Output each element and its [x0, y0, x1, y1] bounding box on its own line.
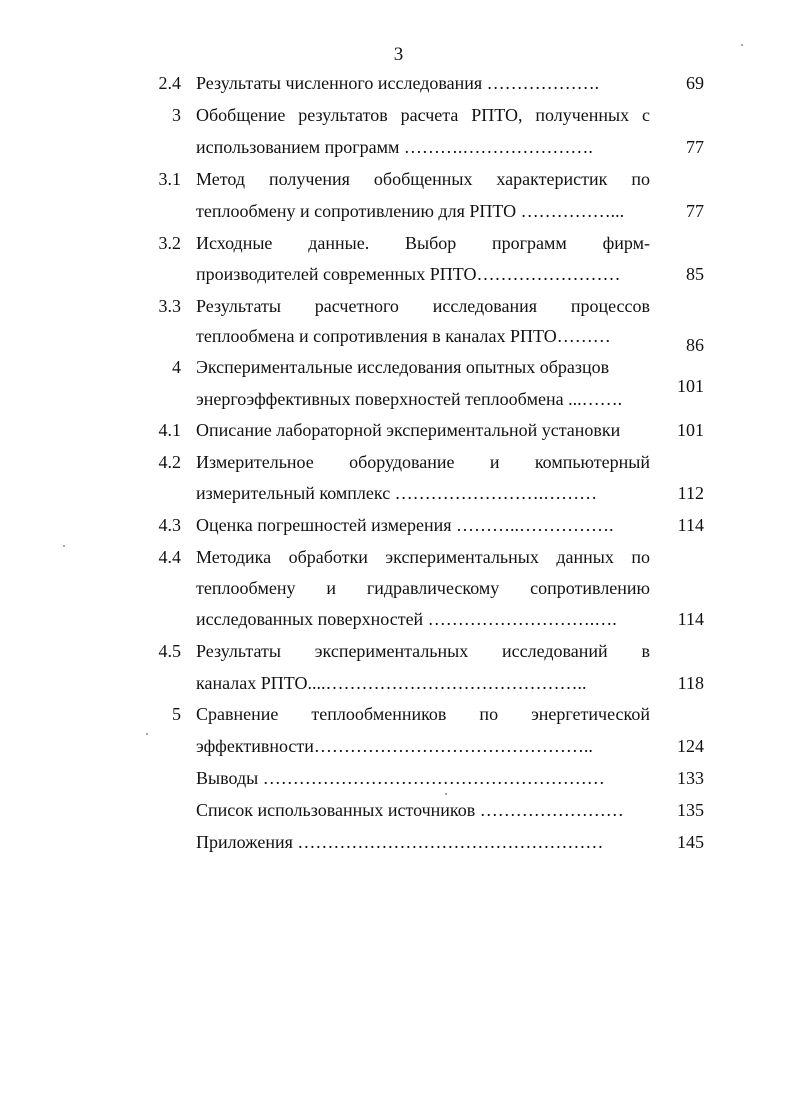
toc-entry-title: Приложения ……………………………………………: [196, 832, 604, 852]
toc-entry-title-cont: эффективности………………………………………..: [196, 736, 593, 756]
toc-entry-4-5-cont: [0, 667, 797, 699]
toc-entry-title-cont: измерительный комплекс …………………….………: [196, 483, 598, 503]
toc-entry-title: Метод получения обобщенных характеристик по: [196, 169, 650, 189]
scan-speck: [741, 44, 743, 46]
toc-entry-conclusions: [0, 762, 797, 794]
toc-entry-title: Методика обработки экспериментальных данных по: [196, 547, 650, 567]
toc-entry-5: [0, 698, 797, 730]
toc-entry-page: 124: [677, 736, 704, 756]
toc-entry-title-cont: использованием программ ……….………………….: [196, 137, 593, 157]
scan-speck: [146, 733, 148, 735]
toc-entry-title: Обобщение результатов расчета РПТО, полученных с: [196, 105, 650, 125]
toc-entry-page: 112: [677, 483, 704, 503]
toc-entry-4-4-cont-2: [0, 603, 797, 635]
toc-entry-title-cont: производителей современных РПТО……………………: [196, 264, 621, 284]
toc-entry-page: 135: [677, 800, 704, 820]
toc-entry-4-cont: [0, 383, 797, 415]
toc-entry-page: 101: [677, 376, 704, 396]
toc-entry-title: Результаты численного исследования ……………….: [196, 73, 600, 93]
toc-entry-3-1: [0, 163, 797, 195]
toc-entry-title: Выводы …………………………………………………: [196, 768, 605, 788]
toc-entry-3-2: [0, 227, 797, 259]
toc-entry-number: 3.1: [158, 169, 181, 189]
toc-entry-4-4: [0, 541, 797, 573]
toc-entry-title: Исходные данные. Выбор программ фирм-: [196, 233, 650, 253]
toc-entry-page: 86: [686, 335, 704, 355]
toc-entry-4-1: [0, 414, 797, 446]
toc-entry-number: 4.5: [158, 641, 181, 661]
toc-entry-number: 5: [172, 704, 181, 724]
toc-entry-4-4-cont-1: [0, 572, 797, 604]
toc-entry-title-cont: теплообмена и сопротивления в каналах РПТО………: [196, 326, 611, 346]
toc-entry-page: 85: [686, 264, 704, 284]
scan-speck: [63, 545, 65, 547]
scan-speck: [445, 793, 447, 795]
toc-entry-3-2-cont: [0, 258, 797, 290]
toc-entry-title: Список использованных источников ……………………: [196, 800, 624, 820]
toc-entry-page: 69: [686, 73, 704, 93]
toc-entry-4-2-cont: [0, 477, 797, 509]
toc-entry-number: 4.3: [158, 515, 181, 535]
toc-entry-title: Сравнение теплообменников по энергетической: [196, 704, 650, 724]
toc-entry-page: 145: [677, 832, 704, 852]
toc-entry-5-cont: [0, 730, 797, 762]
toc-entry-3-cont: [0, 131, 797, 163]
toc-entry-number: 3.3: [158, 296, 181, 316]
toc-entry-title: Измерительное оборудование и компьютерный: [196, 452, 650, 472]
toc-entry-3: [0, 99, 797, 131]
toc-entry-title: Результаты расчетного исследования процессов: [196, 296, 650, 316]
toc-entry-page: 118: [677, 673, 704, 693]
toc-entry-number: 4.2: [158, 452, 181, 472]
toc-entry-page: 114: [677, 609, 704, 629]
toc-entry-title: Результаты экспериментальных исследований в: [196, 641, 650, 661]
toc-entry-title-cont: каналах РПТО....……………………………………..: [196, 673, 587, 693]
toc-entry-page: 77: [686, 201, 704, 221]
page-number: 3: [393, 44, 404, 65]
toc-entry-number: 3.2: [158, 233, 181, 253]
toc-entry-number: 2.4: [158, 73, 181, 93]
toc-entry-title: Экспериментальные исследования опытных образцов: [196, 357, 610, 377]
toc-entry-2-4: [0, 67, 797, 99]
toc-entry-page: 133: [677, 768, 704, 788]
toc-entry-title: Оценка погрешностей измерения ………..…………….: [196, 515, 614, 535]
toc-entry-number: 4.4: [158, 547, 181, 567]
toc-entry-4-5: [0, 635, 797, 667]
toc-entry-4-3: [0, 509, 797, 541]
toc-entry-page: 77: [686, 137, 704, 157]
toc-entry-4-2: [0, 446, 797, 478]
toc-entry-title-cont: исследованных поверхностей ……………………….….: [196, 609, 617, 629]
toc-entry-title-cont: энергоэффективных поверхностей теплообмена ...…….: [196, 389, 623, 409]
toc-entry-number: 3: [172, 105, 181, 125]
toc-entry-number: 4: [172, 357, 181, 377]
toc-entry-appendices: [0, 826, 797, 858]
toc-entry-page: 114: [677, 515, 704, 535]
toc-entry-3-1-cont: [0, 195, 797, 227]
toc-entry-3-3: [0, 290, 797, 322]
toc-entry-title-cont: теплообмену и сопротивлению для РПТО ……………...: [196, 201, 625, 221]
toc-entry-page: 101: [677, 420, 704, 440]
toc-entry-number: 4.1: [158, 420, 181, 440]
toc-entry-title: Описание лабораторной экспериментальной установки: [196, 420, 621, 440]
toc-entry-references: [0, 794, 797, 826]
toc-entry-title-cont: теплообмену и гидравлическому сопротивлению: [196, 578, 650, 598]
